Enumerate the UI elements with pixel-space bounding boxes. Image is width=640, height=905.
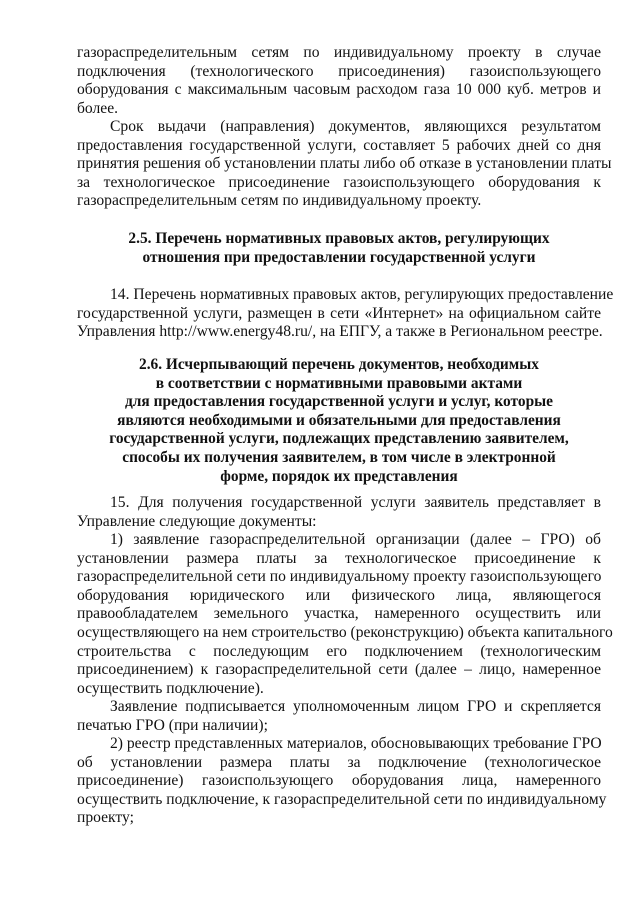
- intro-paragraph: [77, 44, 601, 118]
- heading-line: отношения при предоставлении государственной услуги: [142, 248, 536, 266]
- text-line: Управления http://www.energy48.ru/, на ЕПГУ, а также в Региональном реестре.: [77, 323, 603, 341]
- text-line: более.: [77, 99, 119, 117]
- text-line: 14. Перечень нормативных правовых актов, регулирующих предоставление: [110, 286, 614, 303]
- text-line: Заявление подписывается уполномоченным лицом ГРО и скрепляется: [110, 698, 601, 715]
- heading-line: в соответствии с нормативными правовыми актами: [155, 374, 523, 392]
- text-line: осуществляющего на нем строительство (реконструкцию) объекта капитального: [77, 623, 613, 641]
- heading-line: форме, порядок их представления: [220, 467, 458, 485]
- section-heading-2-6: [77, 356, 601, 486]
- heading-line: государственной услуги, подлежащих представлению заявителем,: [109, 430, 569, 448]
- text-line: газораспределительным сетям по индивидуальному проекту в случае: [77, 44, 601, 61]
- text-line: 1) заявление газораспределительной организации (далее – ГРО) об: [110, 531, 601, 548]
- text-line: предоставления государственной услуги, составляет 5 рабочих дней со дня: [77, 136, 601, 154]
- text-line: за технологическое присоединение газоиспользующего оборудования к: [77, 173, 601, 191]
- signature-note: [77, 698, 601, 735]
- paragraph-15: [77, 494, 601, 531]
- term-paragraph: [77, 118, 612, 211]
- text-line: газораспределительным сетям по индивидуальному проекту.: [77, 192, 482, 210]
- text-line: установлении размера платы за технологическое присоединение к: [77, 549, 601, 567]
- list-item-2: [77, 735, 607, 828]
- text-line: присоединение) газоиспользующего оборудования лица, намеренного: [77, 772, 601, 790]
- list-item-1: [77, 531, 613, 698]
- text-line: 15. Для получения государственной услуги заявитель представляет в: [110, 494, 601, 511]
- text-line: оборудования с максимальным часовым расходом газа 10 000 куб. метров и: [77, 81, 601, 99]
- heading-line: 2.6. Исчерпывающий перечень документов, необходимых: [139, 356, 539, 373]
- text-line: газораспределительной сети по индивидуальному проекту газоиспользующего: [77, 568, 602, 586]
- text-line: строительства с последующим его подключением (технологическим: [77, 642, 601, 660]
- text-line: об установлении размера платы за подключение (технологическое: [77, 753, 601, 771]
- heading-line: 2.5. Перечень нормативных правовых актов, регулирующих: [128, 230, 550, 247]
- text-line: 2) реестр представленных материалов, обосновывающих требование ГРО: [110, 735, 602, 752]
- text-line: Управление следующие документы:: [77, 512, 317, 530]
- text-line: осуществить подключение, к газораспределительной сети по индивидуальному: [77, 790, 607, 808]
- text-line: присоединением) к газораспределительной сети (далее – лицо, намеренное: [77, 661, 601, 679]
- text-line: государственной услуги, размещен в сети «Интернет» на официальном сайте: [77, 304, 601, 322]
- section-heading-2-5: [77, 230, 601, 267]
- paragraph-14: [77, 286, 614, 342]
- text-line: Срок выдачи (направления) документов, являющихся результатом: [110, 118, 601, 135]
- text-line: правообладателем земельного участка, намеренного осуществить или: [77, 605, 601, 623]
- heading-line: для предоставления государственной услуги и услуг, которые: [124, 393, 553, 411]
- text-line: подключения (технологического присоединения) газоиспользующего: [77, 62, 601, 80]
- heading-line: способы их получения заявителем, в том числе в электронной: [122, 448, 556, 466]
- text-line: оборудования юридического или физического лица, являющегося: [77, 586, 601, 604]
- text-line: проекту;: [77, 809, 134, 827]
- text-line: осуществить подключение).: [77, 679, 264, 697]
- heading-line: являются необходимыми и обязательными для предоставления: [117, 411, 561, 429]
- text-line: печатью ГРО (при наличии);: [77, 716, 268, 734]
- text-line: принятия решения об установлении платы либо об отказе в установлении платы: [77, 155, 612, 173]
